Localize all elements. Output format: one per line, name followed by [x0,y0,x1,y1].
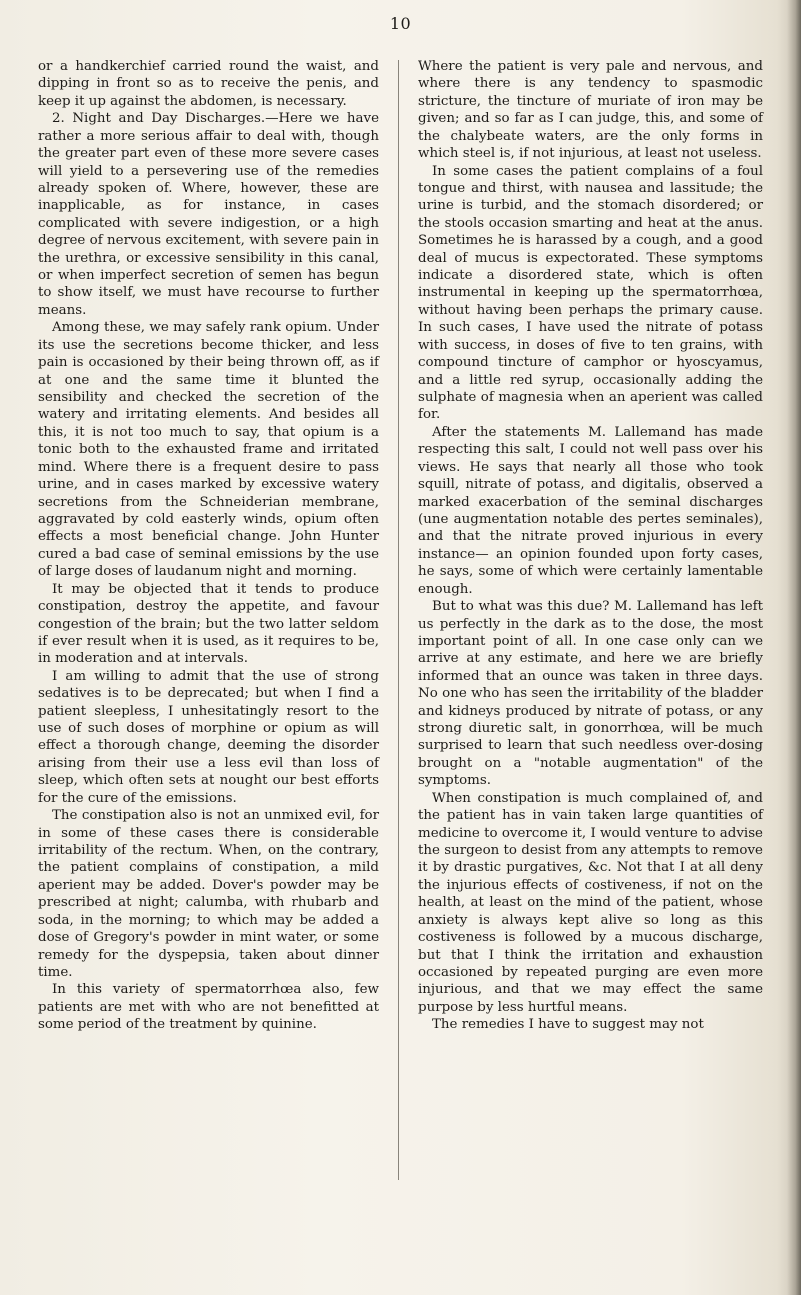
paragraph: The remedies I have to suggest may not [432,1017,704,1033]
paragraph: Where the patient is very pale and nervous, and where there is any tendency to spasmodic stricture, the tincture of muriate of iron may be given; and so far as I can judge, this, and some of the chalybeate waters, are the only forms in which steel is, if not injurious, at least not useless. [418,59,763,162]
page-edge-shadow [787,0,801,1295]
paragraph: The constipation also is not an unmixed evil, for in some of these cases there is considerable irritability of the rectum. When, on the contrary, the patient complains of constipation, a mild aperient may be added. Dover's powder may be prescribed at night; calumba, with rhubarb and soda, in the morning; to which may be added a dose of Gregory's powder in mint water, or some remedy for the dyspepsia, taken about dinner time. [38,808,379,980]
paragraph: I am willing to admit that the use of strong sedatives is to be deprecated; but when I find a patient sleepless, I unhesitatingly resort to the use of such doses of morphine or opium as will effect a thorough change, deeming the disorder arising from their use a less evil than loss of sleep, which often sets at nought our best efforts for the cure of the emissions. [38,668,379,806]
paragraph: 2. Night and Day Discharges.—Here we have rather a more serious affair to deal with, though the greater part even of these more severe cases will yield to a persevering use of the remedies already spoken of. Where, however, these are inapplicable, as for instance, in cases complicated with severe indigestion, or a high degree of nervous excitement, with severe pain in the urethra, or excessive sensibility in this canal, or when imperfect secretion of semen has begun to show itself, we must have recourse to further means. [38,111,379,318]
paragraph: or a handkerchief carried round the waist, and dipping in front so as to receive the penis, and keep it up against the abdomen, is necessary. [38,59,379,109]
paragraph: In some cases the patient complains of a foul tongue and thirst, with nausea and lassitude; the urine is turbid, and the stomach disordered; or the stools occasion smarting and heat at the anus. Sometimes he is harassed by a cough, and a good deal of mucus is expectorated. These symptoms indicate a disordered state, which is often instrumental in keeping up the spermatorrhœa, without having been perhaps the primary cause. In such cases, I have used the nitrate of potass with success, in doses of five to ten grains, with compound tincture of camphor or hyoscyamus, and a little red syrup, occasionally adding the sulphate of magnesia when an aperient was called for. [418,163,763,423]
paragraph: In this variety of spermatorrhœa also, few patients are met with who are not benefitted at some period of the treatment by quinine. [38,982,379,1033]
page-number: 10 [389,14,412,33]
column-divider [398,60,399,1180]
paragraph: When constipation is much complained of, and the patient has in vain taken large quantities of medicine to overcome it, I would venture to advise the surgeon to desist from any attempts to remove it by drastic purgatives, &c. Not that I at all deny the injurious effects of costiveness, if not on the health, at least on the mind of the patient, whose anxiety is always kept alive so long as this costiveness is followed by a mucous discharge, but that I think the irritation and exhaustion occasioned by repeated purging are even more injurious, and that we may effect the same purpose by less hurtful means. [418,790,763,1015]
right-column [418,58,763,1034]
paragraph: It may be objected that it tends to produce constipation, destroy the appetite, and favour congestion of the brain; but the two latter seldom if ever result when it is used, as it requires to be, in moderation and at intervals. [38,581,379,667]
left-column [38,58,379,1034]
paragraph: Among these, we may safely rank opium. Under its use the secretions become thicker, and less pain is occasioned by their being thrown off, as if at one and the same time it blunted the sensibility and checked the secretion of the watery and irritating elements. And besides all this, it is not too much to say, that opium is a tonic both to the exhausted frame and irritated mind. Where there is a frequent desire to pass urine, and in cases marked by excessive watery secretions from the Schneiderian membrane, aggravated by cold easterly winds, opium often effects a most beneficial change. John Hunter cured a bad case of seminal emissions by the use of large doses of laudanum night and morning. [38,320,379,580]
paragraph: After the statements M. Lallemand has made respecting this salt, I could not well pass over his views. He says that nearly all those who took squill, nitrate of potass, and digitalis, observed a marked exacerbation of the seminal discharges (une augmentation notable des pertes seminales), and that the nitrate proved injurious in every instance— an opinion founded upon forty cases, he says, some of which were certainly lamentable enough. [418,424,763,597]
paragraph: But to what was this due? M. Lallemand has left us perfectly in the dark as to the dose, the most important point of all. In one case only can we arrive at any estimate, and here we are briefly informed that an ounce was taken in three days. No one who has seen the irritability of the bladder and kidneys produced by nitrate of potass, or any strong diuretic salt, in gonorrhœa, will be much surprised to learn that such needless over-dosing brought on a "notable augmentation" of the symptoms. [418,599,763,789]
